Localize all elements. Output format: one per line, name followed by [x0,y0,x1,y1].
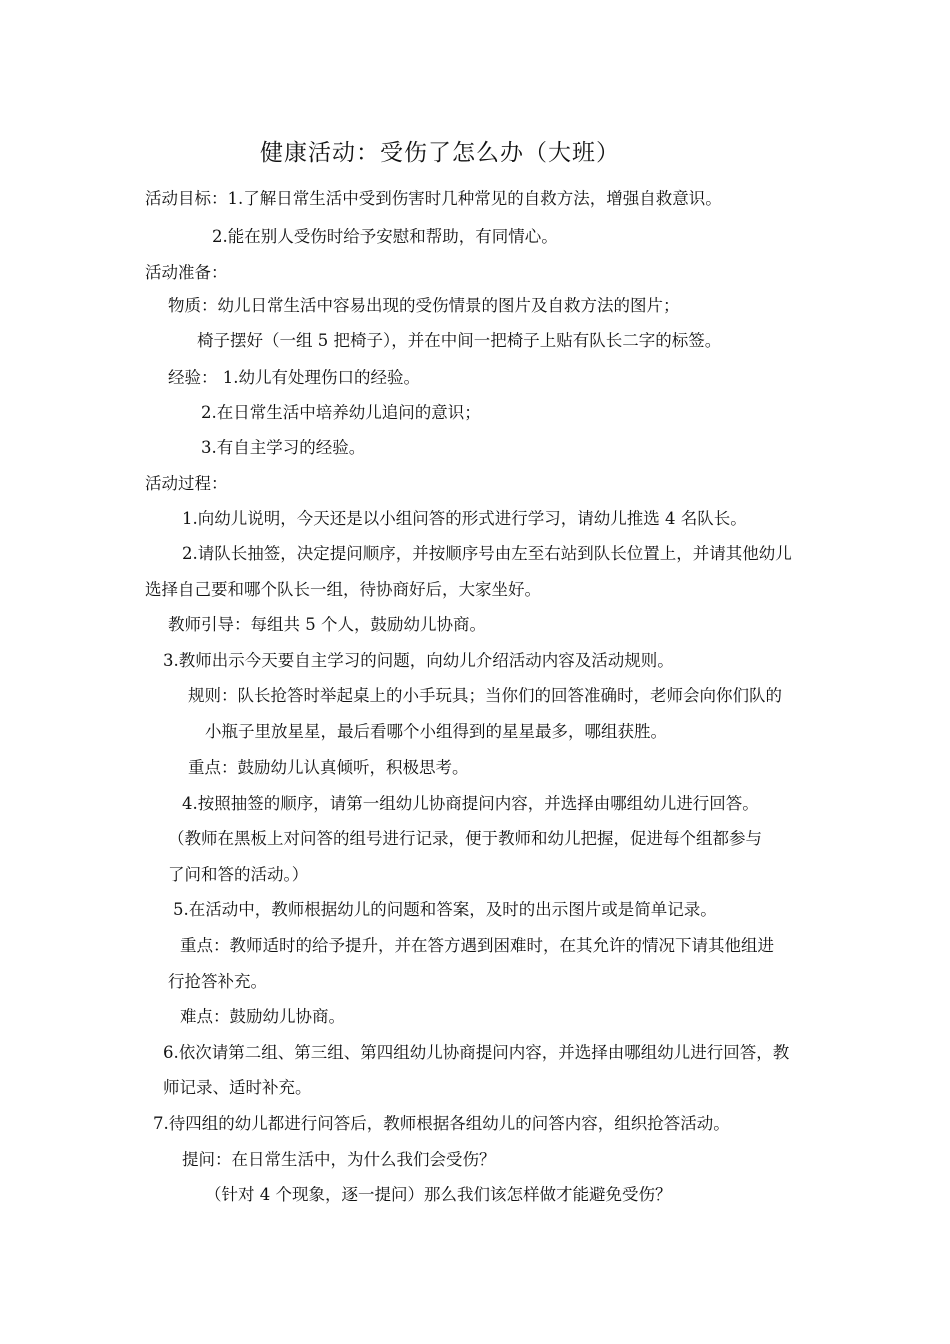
text-line: 行抢答补充。 [168,972,267,991]
text-line: 物质：幼儿日常生活中容易出现的受伤情景的图片及自救方法的图片； [168,296,680,315]
text-line: （针对 4 个现象，逐一提问）那么我们该怎样做才能避免受伤？ [205,1185,672,1204]
text-line: 师记录、适时补充。 [163,1078,312,1097]
text-line: 了问和答的活动。） [168,865,309,884]
text-line: 经验： 1.幼儿有处理伤口的经验。 [168,368,420,387]
text-line: 难点：鼓励幼儿协商。 [180,1007,345,1026]
text-line: 重点：鼓励幼儿认真倾听，积极思考。 [188,758,469,777]
text-line: 2.能在别人受伤时给予安慰和帮助，有同情心。 [212,227,558,246]
text-line: 2.在日常生活中培养幼儿追问的意识； [201,403,481,422]
text-line: 4.按照抽签的顺序，请第一组幼儿协商提问内容，并选择由哪组幼儿进行回答。 [182,794,759,813]
text-line: 选择自己要和哪个队长一组，待协商好后，大家坐好。 [145,580,541,599]
section-heading: 活动准备： [145,263,228,282]
document-title: 健康活动：受伤了怎么办（大班） [260,140,620,166]
text-line: 活动目标：1.了解日常生活中受到伤害时几种常见的自救方法，增强自救意识。 [145,189,722,208]
text-line: 规则：队长抢答时举起桌上的小手玩具；当你们的回答准确时，老师会向你们队的 [188,686,782,705]
text-line: 1.向幼儿说明，今天还是以小组问答的形式进行学习，请幼儿推选 4 名队长。 [182,509,747,528]
text-line: 3.有自主学习的经验。 [201,438,366,457]
text-line: 7.待四组的幼儿都进行问答后，教师根据各组幼儿的问答内容，组织抢答活动。 [153,1114,730,1133]
text-line: 小瓶子里放星星，最后看哪个小组得到的星星最多，哪组获胜。 [205,722,667,741]
text-line: （教师在黑板上对问答的组号进行记录，便于教师和幼儿把握，促进每个组都参与 [168,829,762,848]
section-heading: 活动过程： [145,474,228,493]
text-line: 椅子摆好（一组 5 把椅子），并在中间一把椅子上贴有队长二字的标签。 [197,331,722,350]
text-line: 提问：在日常生活中，为什么我们会受伤？ [182,1150,496,1169]
text-line: 重点：教师适时的给予提升，并在答方遇到困难时，在其允许的情况下请其他组进 [180,936,774,955]
text-line: 2.请队长抽签，决定提问顺序，并按顺序号由左至右站到队长位置上，并请其他幼儿 [182,544,792,563]
text-line: 教师引导：每组共 5 个人，鼓励幼儿协商。 [168,615,486,634]
text-line: 5.在活动中，教师根据幼儿的问题和答案，及时的出示图片或是简单记录。 [173,900,717,919]
text-line: 6.依次请第二组、第三组、第四组幼儿协商提问内容，并选择由哪组幼儿进行回答，教 [163,1043,790,1062]
text-line: 3.教师出示今天要自主学习的问题，向幼儿介绍活动内容及活动规则。 [163,651,674,670]
